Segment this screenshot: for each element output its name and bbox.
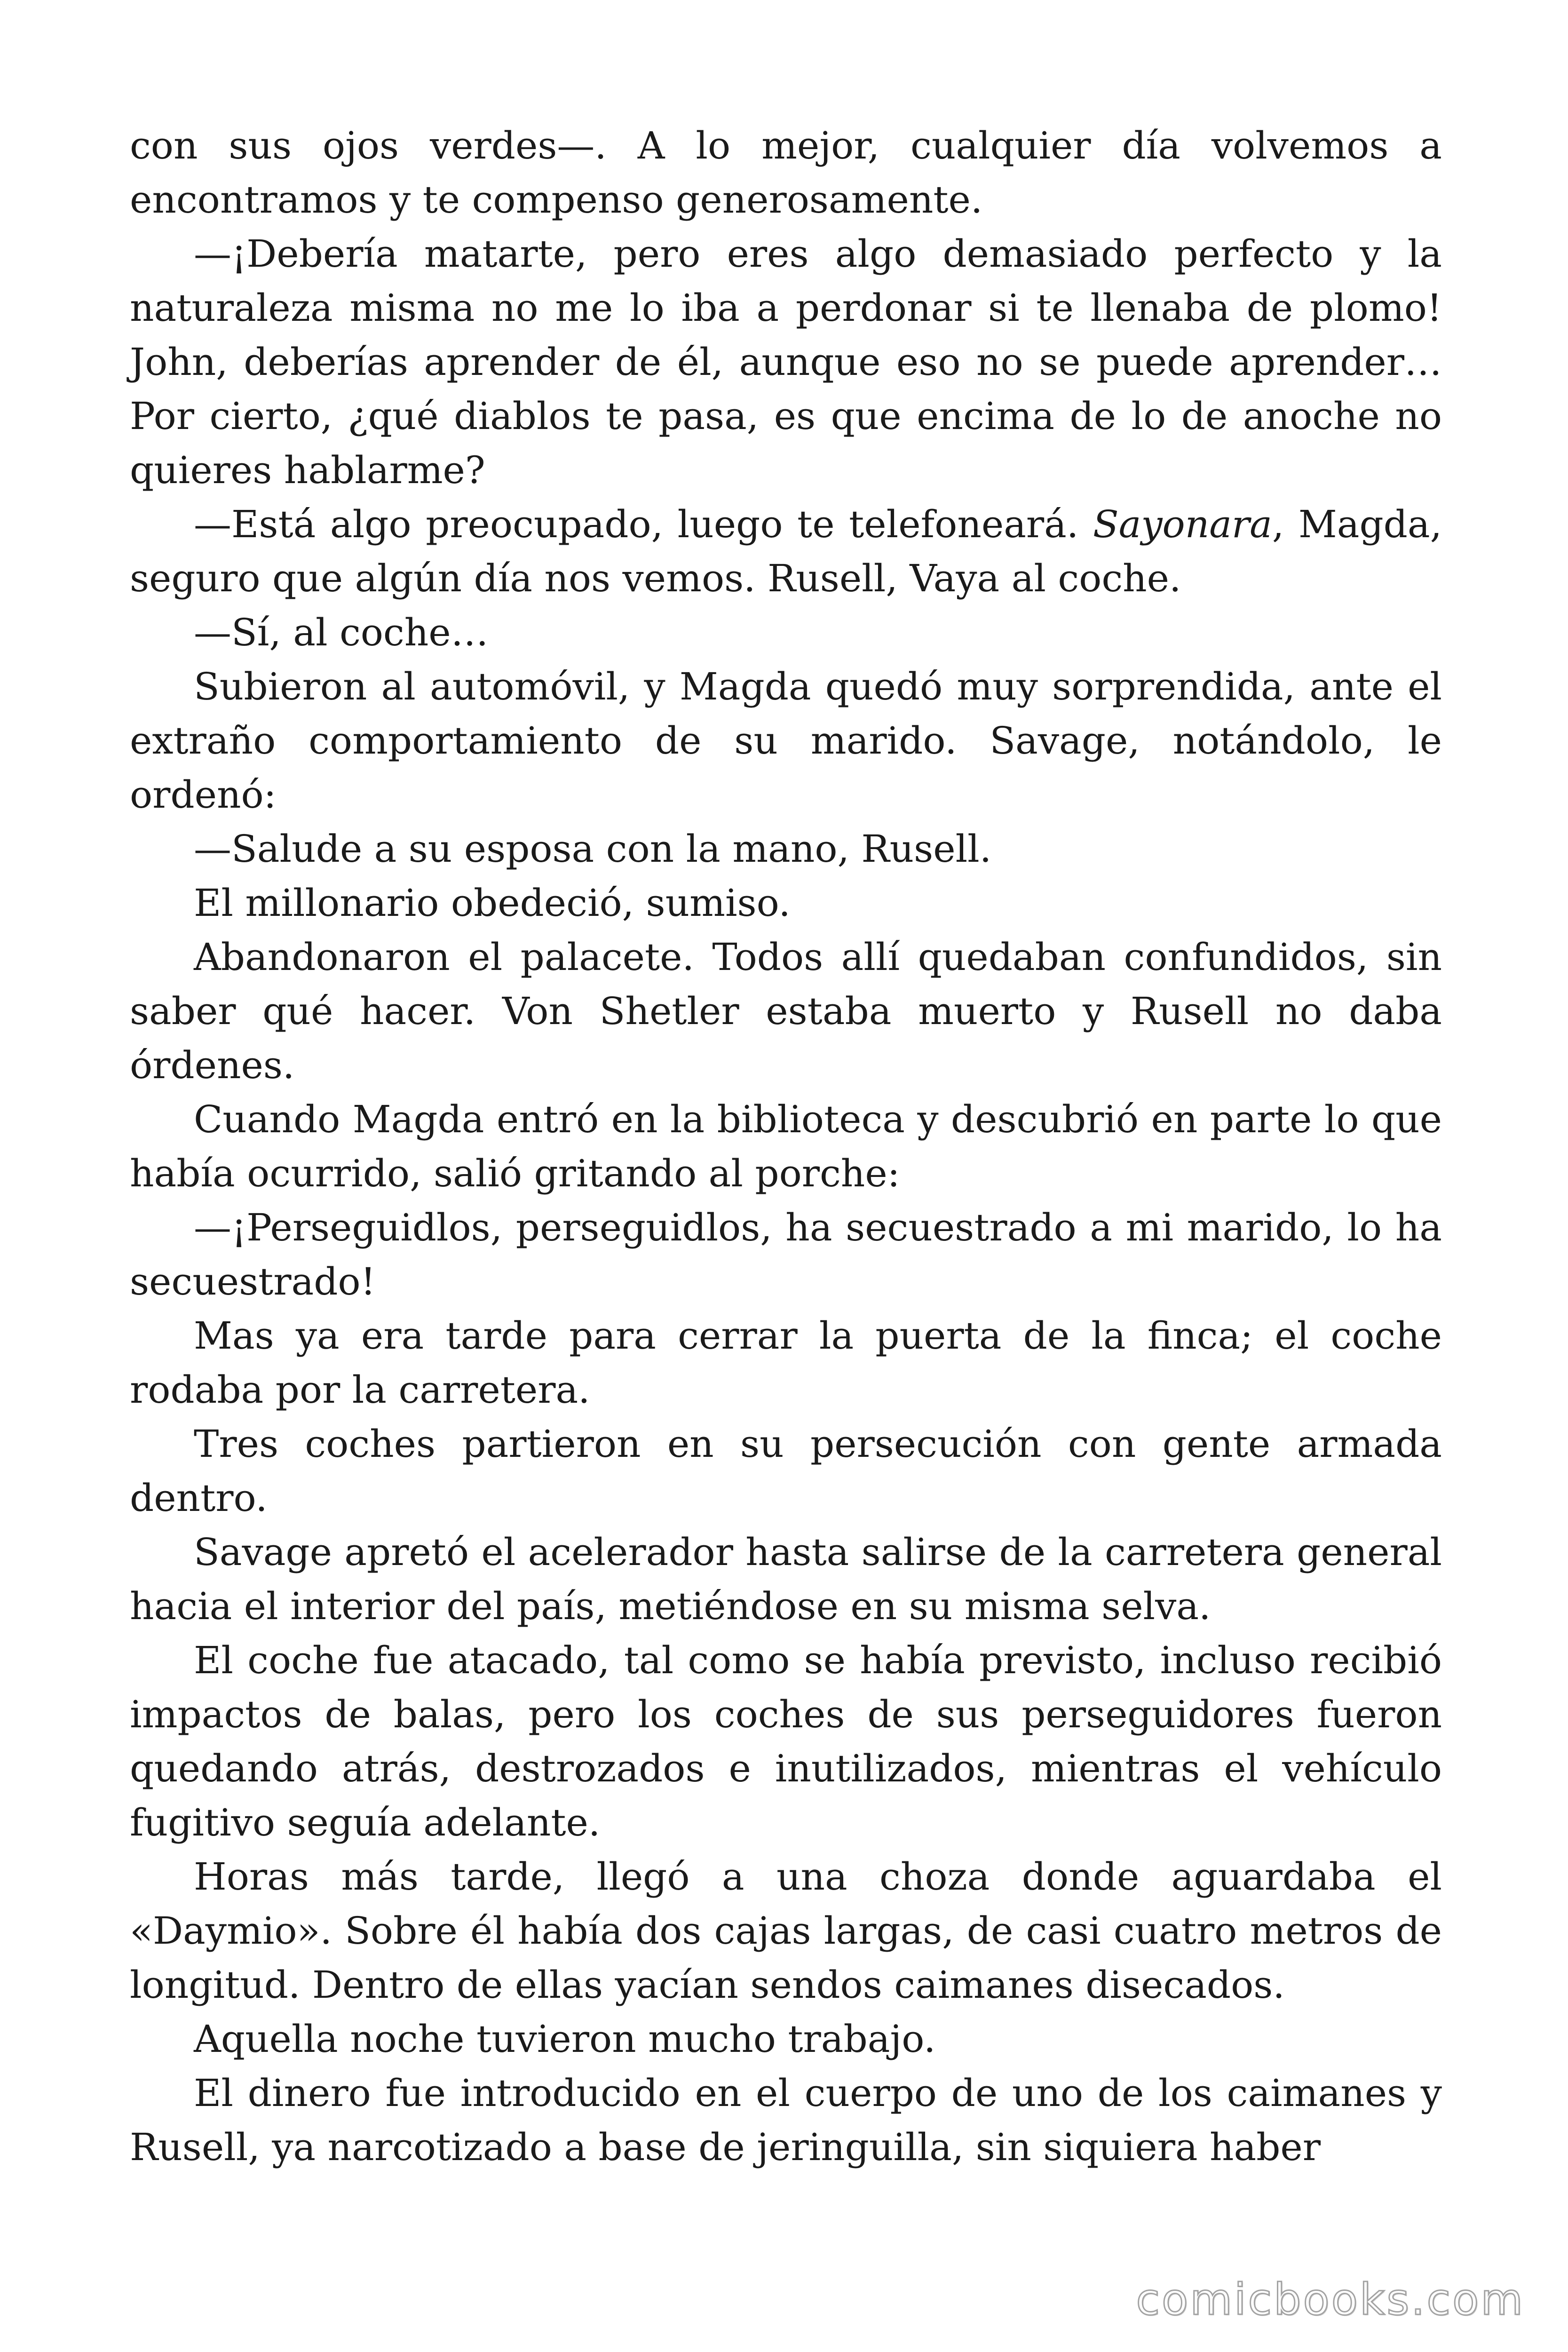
book-page-text	[130, 119, 1442, 2174]
paragraph: Savage apretó el acelerador hasta salirse de la carretera general hacia el interior del país, metiéndose en su misma selva.	[130, 1530, 1442, 1628]
italic-word: Sayonara	[1093, 502, 1272, 546]
paragraph: con sus ojos verdes—. A lo mejor, cualquier día volvemos a encontramos y te compenso generosamente.	[130, 124, 1442, 222]
paragraph: Mas ya era tarde para cerrar la puerta de la finca; el coche rodaba por la carretera.	[130, 1314, 1442, 1412]
paragraph: El millonario obedeció, sumiso.	[194, 881, 791, 925]
paragraph: Cuando Magda entró en la biblioteca y descubrió en parte lo que había ocurrido, salió gritando al porche:	[130, 1097, 1442, 1195]
paragraph: Aquella noche tuvieron mucho trabajo.	[194, 2017, 936, 2061]
paragraph: Subieron al automóvil, y Magda quedó muy sorprendida, ante el extraño comportamiento de su marido. Savage, notándolo, le ordenó:	[130, 665, 1442, 817]
paragraph: —Sí, al coche…	[194, 611, 489, 654]
paragraph: —Está algo preocupado, luego te telefoneará. Sayonara, Magda, seguro que algún día nos vemos. Rusell, Vaya al coche.	[130, 502, 1442, 600]
paragraph: —¡Perseguidlos, perseguidlos, ha secuestrado a mi marido, lo ha secuestrado!	[130, 1206, 1442, 1303]
paragraph: El coche fue atacado, tal como se había previsto, incluso recibió impactos de balas, pero los coches de sus perseguidores fueron quedando atrás, destrozados e inutilizados, mientras el vehículo fugitivo seguía adelante.	[130, 1638, 1442, 1844]
paragraph: Horas más tarde, llegó a una choza donde aguardaba el «Daymio». Sobre él había dos cajas largas, de casi cuatro metros de longitud. Dentro de ellas yacían sendos caimanes disecados.	[130, 1855, 1442, 2007]
watermark: comicbooks.com	[1136, 2274, 1525, 2325]
paragraph: —Salude a su esposa con la mano, Rusell.	[194, 827, 992, 871]
paragraph: Tres coches partieron en su persecución con gente armada dentro.	[130, 1422, 1442, 1520]
paragraph: —¡Debería matarte, pero eres algo demasiado perfecto y la naturaleza misma no me lo iba a perdonar si te llenaba de plomo! John, deberías aprender de él, aunque eso no se puede aprender… Por cierto, ¿qué diablos te pasa, es que encima de lo de anoche no quieres hablarme?	[130, 232, 1442, 492]
paragraph: El dinero fue introducido en el cuerpo de uno de los caimanes y Rusell, ya narcotizado a base de jeringuilla, sin siquiera haber	[130, 2071, 1442, 2169]
paragraph: Abandonaron el palacete. Todos allí quedaban confundidos, sin saber qué hacer. Von Shetler estaba muerto y Rusell no daba órdenes.	[130, 935, 1442, 1087]
